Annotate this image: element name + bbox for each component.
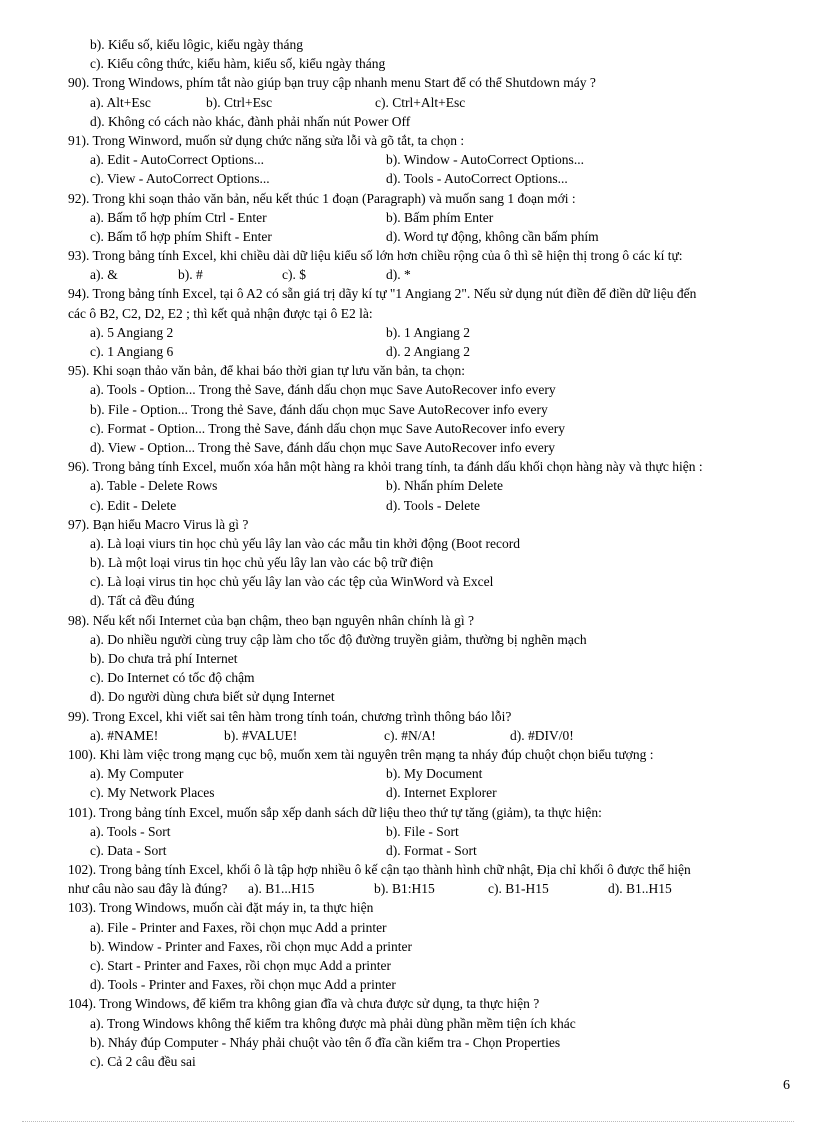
answer-line: c). Start - Printer and Faxes, rồi chọn mục Add a printer [90,958,392,973]
question-line: 100). Khi làm việc trong mạng cục bộ, muốn xem tài nguyên trên mạng ta nháy đúp chuột chọn biểu tượng : [68,746,654,762]
answer-line: a). Tools - Option... Trong thẻ Save, đánh dấu chọn mục Save AutoRecover info every [90,382,556,398]
question-line: 90). Trong Windows, phím tắt nào giúp bạn truy cập nhanh menu Start để có thể Shutdown máy ? [68,75,596,91]
answer-option: c). View - AutoCorrect Options... [90,171,270,187]
answer-line [68,841,788,860]
question-line: các ô B2, C2, D2, E2 ; thì kết quả nhận được tại ô E2 là: [68,305,373,321]
answer-line: a). Trong Windows không thể kiểm tra không được mà phải dùng phần mềm tiện ích khác [90,1015,576,1031]
answer-option: như câu nào sau đây là đúng? [68,881,228,897]
answer-option: d). * [386,267,411,283]
answer-line [68,783,788,802]
answer-line: b). File - Option... Trong thẻ Save, đánh dấu chọn mục Save AutoRecover info every [90,401,548,417]
answer-option: a). My Computer [90,766,184,782]
answer-option: c). 1 Angiang 6 [90,344,174,359]
answer-line [68,93,788,112]
answer-line [68,822,788,841]
answer-line [68,265,788,284]
answer-line: c). Do Internet có tốc độ chậm [90,670,255,686]
answer-line: b). Là một loại virus tin học chủ yếu lây lan vào các bộ trữ điện [90,555,434,571]
answer-option: c). Edit - Delete [90,497,177,513]
answer-line [68,476,788,495]
answer-option: c). Ctrl+Alt+Esc [375,94,466,110]
answer-line [68,208,788,227]
answer-line: c). Là loại virus tin học chủ yếu lây lan vào các tệp của WinWord và Excel [90,574,494,590]
answer-option: d). Format - Sort [386,842,477,858]
question-line: 102). Trong bảng tính Excel, khối ô là tập hợp nhiều ô kế cận tạo thành hình chữ nhật, Địa chỉ khối ô được thể hiện [68,862,691,878]
answer-line: d). Tất cả đều đúng [90,593,195,609]
question-line: 93). Trong bảng tính Excel, khi chiều dài dữ liệu kiểu số lớn hơn chiều rộng của ô thì sẽ hiện thị trong ô các kí tự: [68,248,683,264]
answer-option: c). My Network Places [90,785,215,801]
question-line: 104). Trong Windows, để kiểm tra không gian đĩa và chưa được sử dụng, ta thực hiện ? [68,996,540,1012]
question-line: 91). Trong Winword, muốn sử dụng chức năng sửa lỗi và gõ tắt, ta chọn : [68,132,465,148]
answer-line: a). Là loại viurs tin học chủ yếu lây lan vào các mẫu tin khởi động (Boot record [90,535,521,551]
question-line: 94). Trong bảng tính Excel, tại ô A2 có sẵn giá trị dãy kí tự "1 Angiang 2". Nếu sử dụng nút điền để điền dữ liệu đến [68,286,697,302]
question-line: 92). Trong khi soạn thảo văn bản, nếu kết thúc 1 đoạn (Paragraph) và muốn sang 1 đoạn mới : [68,190,576,206]
question-line: 99). Trong Excel, khi viết sai tên hàm trong tính toán, chương trình thông báo lỗi? [68,708,512,724]
answer-line: d). Không có cách nào khác, đành phải nhấn nút Power Off [90,113,411,129]
answer-option: b). Bấm phím Enter [386,209,494,225]
page-bottom-rule [22,1121,794,1122]
answer-option: b). My Document [386,766,483,782]
page-number: 6 [783,1078,790,1093]
answer-line: c). Kiểu công thức, kiểu hàm, kiểu số, kiểu ngày tháng [90,56,386,72]
answer-option: a). #NAME! [90,727,159,743]
answer-option: c). Data - Sort [90,842,167,858]
answer-option: d). Tools - Delete [386,497,481,513]
answer-option: d). Internet Explorer [386,785,497,801]
answer-option: a). Edit - AutoCorrect Options... [90,152,264,168]
answer-option: c). Bấm tổ hợp phím Shift - Enter [90,228,272,244]
answer-option: b). # [178,267,203,283]
answer-line [68,169,788,188]
question-line: 96). Trong bảng tính Excel, muốn xóa hẳn một hàng ra khỏi trang tính, ta đánh dấu khối chọn hàng này và thực hiện : [68,459,703,475]
answer-option: a). B1...H15 [248,881,315,897]
answer-option: b). B1:H15 [374,881,435,897]
quiz-content [68,35,788,1071]
answer-option: d). 2 Angiang 2 [386,344,470,359]
answer-line: a). File - Printer and Faxes, rồi chọn mục Add a printer [90,919,387,935]
answer-option: b). 1 Angiang 2 [386,324,470,340]
answer-option: b). Nhấn phím Delete [386,478,503,494]
answer-option: d). Word tự động, không cần bấm phím [386,228,599,244]
answer-line: b). Nháy đúp Computer - Nháy phải chuột vào tên ổ đĩa cần kiểm tra - Chọn Properties [90,1034,561,1050]
answer-line [68,726,788,745]
answer-line: b). Window - Printer and Faxes, rồi chọn mục Add a printer [90,938,413,954]
answer-option: b). #VALUE! [224,727,298,743]
answer-line: c). Cả 2 câu đều sai [90,1053,196,1069]
question-line: 101). Trong bảng tính Excel, muốn sắp xếp danh sách dữ liệu theo thứ tự tăng (giảm), ta thực hiện: [68,804,602,820]
answer-option: a). Alt+Esc [90,94,151,110]
answer-option: b). Ctrl+Esc [206,94,273,110]
answer-line [68,150,788,169]
answer-line: d). Tools - Printer and Faxes, rồi chọn mục Add a printer [90,977,396,993]
answer-line: b). Do chưa trả phí Internet [90,651,238,666]
answer-line [68,496,788,515]
answer-line: d). View - Option... Trong thẻ Save, đánh dấu chọn mục Save AutoRecover info every [90,439,555,455]
answer-line [68,342,788,361]
answer-line: a). Do nhiều người cùng truy cập làm cho tốc độ đường truyền giảm, thường bị nghẽn mạch [90,631,587,647]
answer-option: a). 5 Angiang 2 [90,324,174,340]
answer-option: d). Tools - AutoCorrect Options... [386,171,568,187]
question-line: 103). Trong Windows, muốn cài đặt máy in, ta thực hiện [68,900,374,916]
answer-option: a). Table - Delete Rows [90,478,218,494]
answer-option: b). File - Sort [386,823,459,839]
answer-line [68,227,788,246]
answer-option: c). $ [282,267,306,283]
answer-option: a). Tools - Sort [90,823,171,839]
answer-line: d). Do người dùng chưa biết sử dụng Internet [90,689,335,705]
question-line [68,879,788,898]
answer-line [68,323,788,342]
answer-line: c). Format - Option... Trong thẻ Save, đánh dấu chọn mục Save AutoRecover info every [90,420,566,436]
answer-option: b). Window - AutoCorrect Options... [386,152,584,168]
question-line: 97). Bạn hiểu Macro Virus là gì ? [68,516,249,532]
answer-option: d). B1..H15 [608,881,672,897]
answer-line [68,764,788,783]
answer-line: b). Kiểu số, kiểu lôgic, kiểu ngày tháng [90,37,303,52]
question-line: 95). Khi soạn thảo văn bản, để khai báo thời gian tự lưu văn bản, ta chọn: [68,363,466,379]
answer-option: d). #DIV/0! [510,727,574,743]
answer-option: c). B1-H15 [488,881,549,897]
answer-option: c). #N/A! [384,727,436,743]
question-line: 98). Nếu kết nối Internet của bạn chậm, theo bạn nguyên nhân chính là gì ? [68,612,474,628]
answer-option: a). Bấm tổ hợp phím Ctrl - Enter [90,209,267,225]
answer-option: a). & [90,267,118,283]
